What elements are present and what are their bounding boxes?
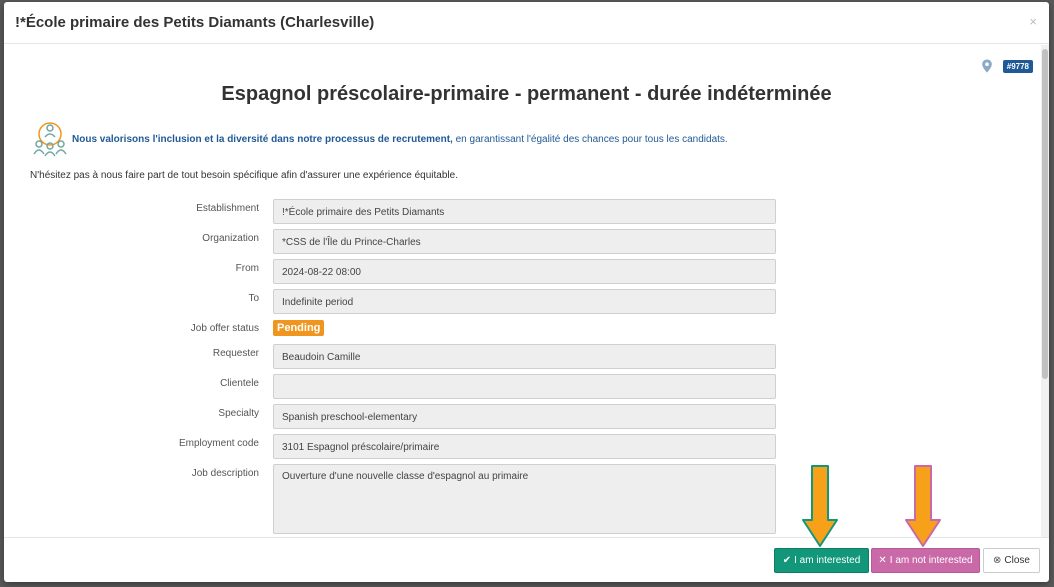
- to-field[interactable]: Indefinite period: [273, 289, 776, 314]
- offer-id-badge: #9778: [1003, 60, 1033, 73]
- status-badge: Pending: [273, 320, 324, 336]
- inclusion-banner: [30, 119, 728, 159]
- close-label: Close: [1004, 555, 1030, 566]
- from-field[interactable]: 2024-08-22 08:00: [273, 259, 776, 284]
- x-icon: ✕: [878, 555, 887, 566]
- scrollbar-thumb[interactable]: [1042, 49, 1048, 379]
- map-pin-icon[interactable]: [981, 59, 993, 73]
- not-interested-label: I am not interested: [889, 555, 973, 566]
- establishment-field[interactable]: !*École primaire des Petits Diamants: [273, 199, 776, 224]
- job-description-field[interactable]: Ouverture d'une nouvelle classe d'espagnol au primaire: [273, 464, 776, 534]
- check-icon: ✔: [782, 555, 792, 566]
- job-title: Espagnol préscolaire-primaire - permanent - durée indéterminée: [221, 83, 832, 105]
- employment-code-label: Employment code: [178, 438, 259, 449]
- inclusion-rest: en garantissant l'égalité des chances pour tous les candidats.: [452, 133, 728, 145]
- modal-footer: [4, 537, 1049, 582]
- clientele-field[interactable]: [273, 374, 776, 399]
- organization-label: Organization: [202, 233, 259, 244]
- close-button[interactable]: [983, 548, 1040, 573]
- modal-scrollbar[interactable]: [1041, 45, 1049, 537]
- close-circle-icon: ⊗: [993, 555, 1002, 566]
- specialty-label: Specialty: [218, 408, 259, 419]
- status-label: Job offer status: [190, 323, 259, 334]
- to-label: To: [248, 293, 259, 304]
- organization-field[interactable]: *CSS de l'Île du Prince-Charles: [273, 229, 776, 254]
- arrow-down-icon: [903, 464, 943, 548]
- requester-label: Requester: [212, 348, 259, 359]
- not-interested-button[interactable]: [871, 548, 980, 573]
- top-right-tools: [981, 59, 1033, 73]
- interested-button[interactable]: [774, 548, 869, 573]
- accessibility-note: N'hésitez pas à nous faire part de tout besoin spécifique afin d'assurer une expérience équitable.: [30, 170, 458, 181]
- from-label: From: [235, 263, 259, 274]
- job-offer-modal: [4, 2, 1049, 582]
- requester-field[interactable]: Beaudoin Camille: [273, 344, 776, 369]
- arrow-down-icon: [800, 464, 840, 548]
- employment-code-field[interactable]: 3101 Espagnol préscolaire/primaire: [273, 434, 776, 459]
- inclusion-text: [72, 134, 728, 145]
- inclusion-strong: Nous valorisons l'inclusion et la diversité dans notre processus de recrutement,: [72, 133, 453, 145]
- modal-title: !*École primaire des Petits Diamants (Charlesville): [15, 14, 375, 31]
- inclusion-people-icon: [30, 119, 70, 159]
- interested-label: I am interested: [794, 555, 861, 566]
- modal-body: [4, 45, 1049, 537]
- modal-header: [4, 2, 1049, 44]
- modal-close-icon[interactable]: ×: [1029, 14, 1037, 29]
- clientele-label: Clientele: [220, 378, 259, 389]
- job-description-label: Job description: [191, 468, 259, 479]
- establishment-label: Establishment: [196, 203, 259, 214]
- specialty-field[interactable]: Spanish preschool-elementary: [273, 404, 776, 429]
